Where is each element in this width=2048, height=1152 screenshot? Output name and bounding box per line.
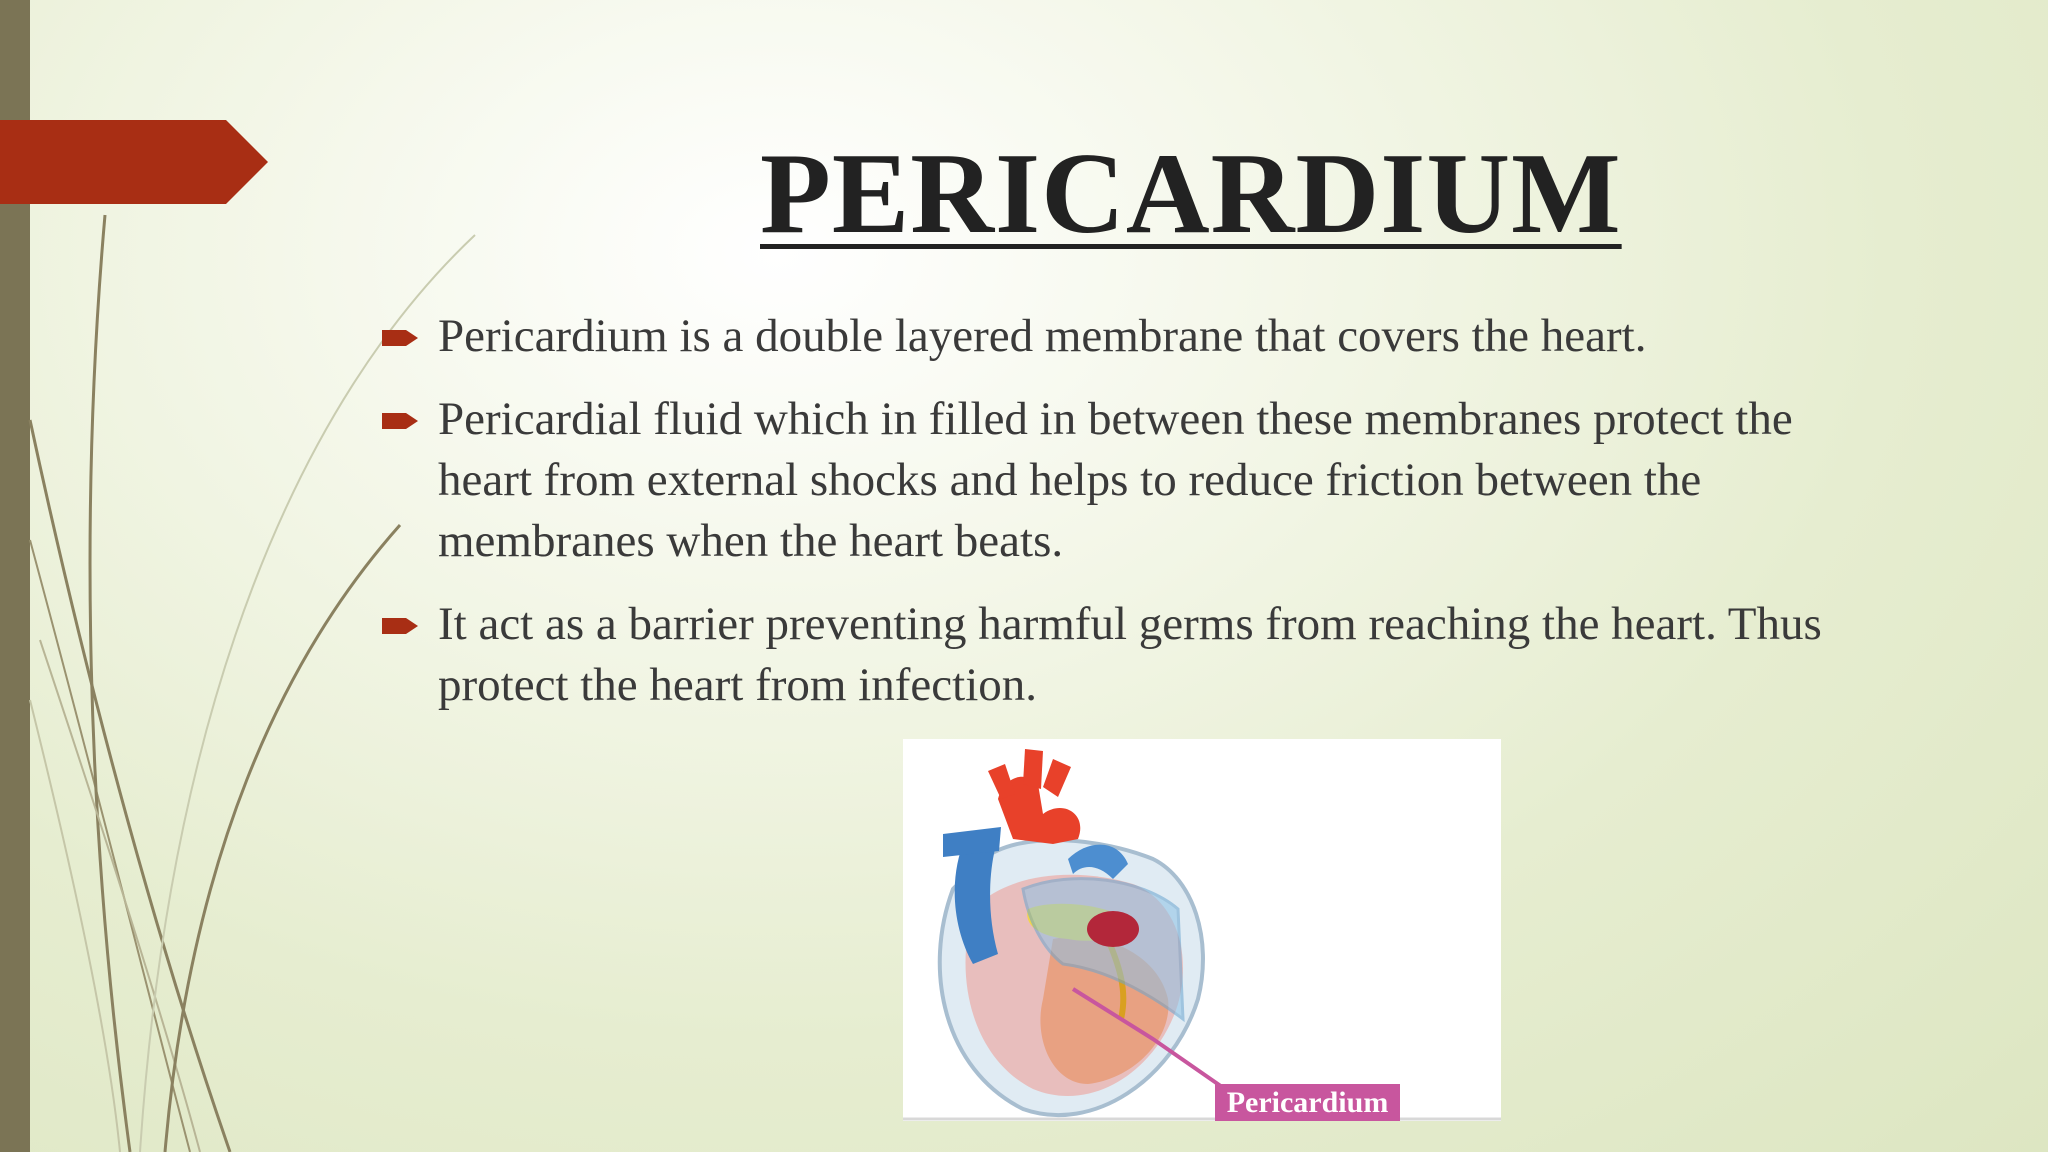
heart-pericardium-figure (903, 739, 1501, 1121)
bullet-item (380, 389, 1860, 572)
bullet-text: It act as a barrier preventing harmful germs from reaching the heart. Thus protect the heart from infection. (438, 598, 1822, 711)
arrow-bullet-icon (382, 616, 420, 636)
title-accent-tab (0, 120, 268, 204)
bullet-item (380, 594, 1860, 716)
heart-illustration (903, 739, 1501, 1121)
arrow-bullet-icon (382, 411, 420, 431)
bullet-list (380, 306, 1860, 738)
pericardium-label: Pericardium (1215, 1084, 1400, 1121)
bullet-text: Pericardium is a double layered membrane that covers the heart. (438, 310, 1647, 362)
slide-title: PERICARDIUM (760, 130, 1622, 258)
bullet-text: Pericardial fluid which in filled in between these membranes protect the heart from external shocks and helps to reduce friction between the membranes when the heart beats. (438, 393, 1793, 567)
bullet-item (380, 306, 1860, 367)
arrow-bullet-icon (382, 328, 420, 348)
